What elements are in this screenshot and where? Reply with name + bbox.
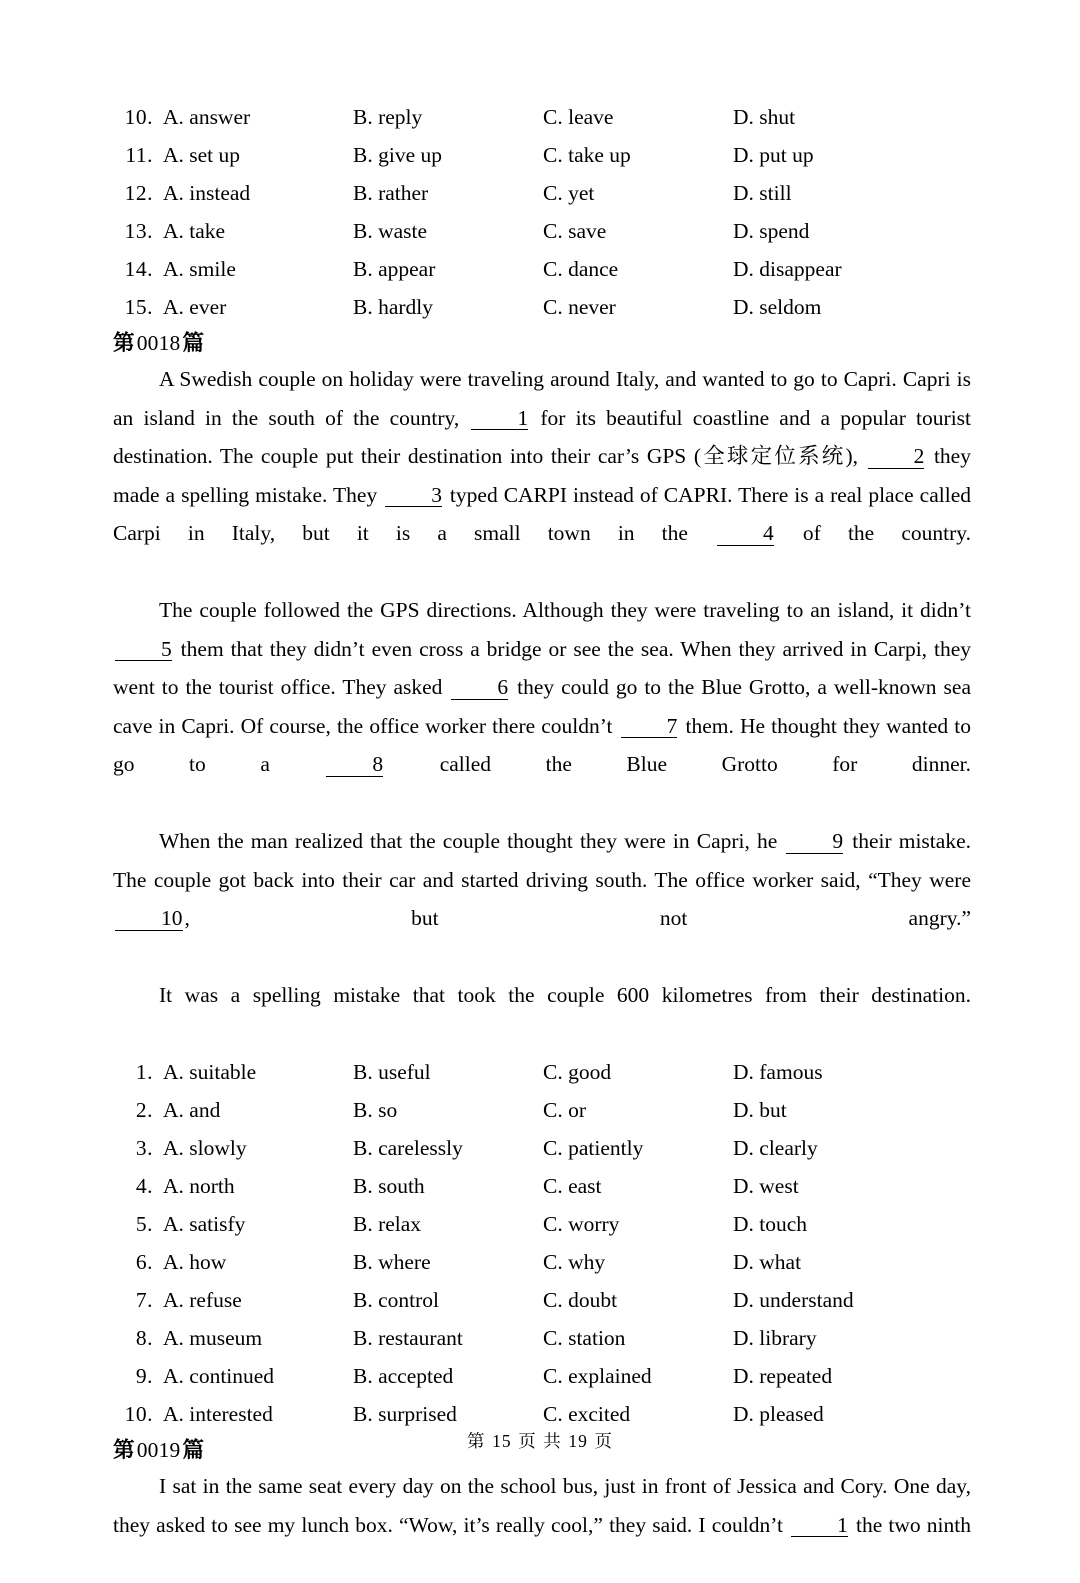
section-heading-suffix: 篇 xyxy=(182,1438,205,1463)
option-choice-a[interactable]: A. north xyxy=(163,1174,235,1198)
option-choice-a[interactable]: A. refuse xyxy=(163,1288,242,1312)
option-choice-a[interactable]: A. suitable xyxy=(163,1060,257,1084)
answer-blank-5[interactable]: 5 xyxy=(115,638,172,662)
answer-blank-2[interactable]: 2 xyxy=(868,445,925,469)
answer-blank-7[interactable]: 7 xyxy=(621,715,678,739)
option-choice-b[interactable]: B. useful xyxy=(353,1060,431,1084)
option-choice-d[interactable]: D. still xyxy=(733,181,792,205)
option-choice-d[interactable]: D. touch xyxy=(733,1212,808,1236)
option-choice-d[interactable]: D. famous xyxy=(733,1060,823,1084)
passage-paragraph: A Swedish couple on holiday were traveling around Italy, and wanted to go to Capri. Capri is an island in the south of the country, 1 for its beautiful coastline and a popular tourist destination. The couple put their destination into their car’s GPS (全球定位系统), 2 they made a spelling mistake. They 3 typed CARPI instead of CAPRI. There is a real place called Carpi in Italy, but it is a small town in the 4 of the country. xyxy=(113,367,972,545)
option-row-number: 3. xyxy=(135,1136,153,1160)
option-row-number: 11. xyxy=(125,143,153,167)
option-row xyxy=(113,1319,971,1357)
option-choice-b[interactable]: B. give up xyxy=(353,143,442,167)
option-choice-d[interactable]: D. disappear xyxy=(733,257,842,281)
passage-paragraph: I sat in the same seat every day on the school bus, just in front of Jessica and Cory. One day, they asked to see my lunch box. “Wow, it’s really cool,” they said. I couldn’t 1 the two ninth xyxy=(113,1474,971,1537)
option-choice-c[interactable]: C. take up xyxy=(543,143,631,167)
option-row xyxy=(113,1205,971,1243)
option-choice-c[interactable]: C. good xyxy=(543,1060,612,1084)
option-row xyxy=(113,136,971,174)
answer-blank-4[interactable]: 4 xyxy=(717,522,774,546)
option-choice-b[interactable]: B. so xyxy=(353,1098,398,1122)
option-row xyxy=(113,1167,971,1205)
option-choice-c[interactable]: C. dance xyxy=(543,257,619,281)
option-choice-d[interactable]: D. seldom xyxy=(733,295,822,319)
option-choice-d[interactable]: D. understand xyxy=(733,1288,854,1312)
option-row xyxy=(113,1053,971,1091)
option-choice-d[interactable]: D. library xyxy=(733,1326,817,1350)
option-choice-b[interactable]: B. relax xyxy=(353,1212,422,1236)
footer-prefix: 第 xyxy=(467,1432,486,1452)
option-row-number: 8. xyxy=(135,1326,153,1350)
option-row-number: 4. xyxy=(135,1174,153,1198)
option-row-number: 12. xyxy=(124,181,153,205)
option-choice-d[interactable]: D. pleased xyxy=(733,1402,824,1426)
option-choice-a[interactable]: A. instead xyxy=(163,181,251,205)
option-choice-c[interactable]: C. save xyxy=(543,219,607,243)
option-row-number: 15. xyxy=(124,295,153,319)
option-row-number: 13. xyxy=(124,219,153,243)
option-row-number: 10. xyxy=(124,105,153,129)
option-row-number: 1. xyxy=(135,1060,153,1084)
option-choice-d[interactable]: D. spend xyxy=(733,219,810,243)
answer-blank-1[interactable]: 1 xyxy=(471,407,528,431)
option-choice-a[interactable]: A. ever xyxy=(163,295,227,319)
option-choice-b[interactable]: B. control xyxy=(353,1288,439,1312)
answer-blank-8[interactable]: 8 xyxy=(326,753,383,777)
option-choice-c[interactable]: C. explained xyxy=(543,1364,652,1388)
option-row-number: 9. xyxy=(135,1364,153,1388)
option-choice-a[interactable]: A. museum xyxy=(163,1326,263,1350)
answer-blank-1[interactable]: 1 xyxy=(791,1514,848,1538)
option-row xyxy=(113,288,971,326)
option-row xyxy=(113,1243,971,1281)
option-choice-b[interactable]: B. accepted xyxy=(353,1364,454,1388)
answer-blank-6[interactable]: 6 xyxy=(451,676,508,700)
option-choice-c[interactable]: C. never xyxy=(543,295,616,319)
option-row-number: 5. xyxy=(135,1212,153,1236)
footer-page-number: 15 xyxy=(492,1431,512,1451)
option-choice-c[interactable]: C. worry xyxy=(543,1212,620,1236)
passage-0018-options xyxy=(113,1053,971,1433)
option-row xyxy=(113,174,971,212)
option-choice-a[interactable]: A. continued xyxy=(163,1364,275,1388)
option-choice-b[interactable]: B. appear xyxy=(353,257,436,281)
option-choice-c[interactable]: C. east xyxy=(543,1174,602,1198)
option-choice-c[interactable]: C. yet xyxy=(543,181,595,205)
option-choice-a[interactable]: A. smile xyxy=(163,257,236,281)
option-choice-b[interactable]: B. surprised xyxy=(353,1402,457,1426)
footer-suffix: 页 xyxy=(594,1432,613,1452)
answer-blank-3[interactable]: 3 xyxy=(385,484,442,508)
option-choice-d[interactable]: D. but xyxy=(733,1098,787,1122)
option-row-number: 6. xyxy=(135,1250,153,1274)
option-choice-d[interactable]: D. west xyxy=(733,1174,799,1198)
top-options-list xyxy=(113,98,971,326)
section-heading-0018 xyxy=(113,326,971,360)
section-heading-number: 0018 xyxy=(136,331,181,355)
option-choice-b[interactable]: B. south xyxy=(353,1174,425,1198)
passage-paragraph: The couple followed the GPS directions. Although they were traveling to an island, it didn’t 5 them that they didn’t even cross a bridge or see the sea. When they arrived in Carpi, they went to the tourist office. They asked 6 they could go to the Blue Grotto, a well-known sea cave in Capri. Of course, the office worker there couldn’t 7 them. He thought they wanted to go to a 8 called the Blue Grotto for dinner. xyxy=(113,598,971,776)
option-choice-a[interactable]: A. interested xyxy=(163,1402,273,1426)
option-choice-c[interactable]: C. doubt xyxy=(543,1288,618,1312)
option-choice-d[interactable]: D. shut xyxy=(733,105,796,129)
option-choice-a[interactable]: A. slowly xyxy=(163,1136,247,1160)
option-choice-b[interactable]: B. rather xyxy=(353,181,429,205)
option-choice-d[interactable]: D. clearly xyxy=(733,1136,818,1160)
option-choice-c[interactable]: C. leave xyxy=(543,105,614,129)
option-choice-b[interactable]: B. where xyxy=(353,1250,431,1274)
option-choice-a[interactable]: A. set up xyxy=(163,143,241,167)
passage-0019-body xyxy=(113,1467,971,1583)
option-row xyxy=(113,1357,971,1395)
option-choice-c[interactable]: C. excited xyxy=(543,1402,631,1426)
option-choice-c[interactable]: C. station xyxy=(543,1326,626,1350)
option-row xyxy=(113,250,971,288)
option-choice-d[interactable]: D. what xyxy=(733,1250,802,1274)
option-choice-a[interactable]: A. answer xyxy=(163,105,251,129)
page-footer xyxy=(0,1428,1080,1453)
option-choice-b[interactable]: B. carelessly xyxy=(353,1136,463,1160)
option-choice-b[interactable]: B. waste xyxy=(353,219,428,243)
option-choice-d[interactable]: D. put up xyxy=(733,143,814,167)
option-choice-a[interactable]: A. how xyxy=(163,1250,227,1274)
option-choice-c[interactable]: C. patiently xyxy=(543,1136,644,1160)
option-row-number: 7. xyxy=(135,1288,153,1312)
option-choice-b[interactable]: B. hardly xyxy=(353,295,434,319)
option-row-number: 2. xyxy=(135,1098,153,1122)
option-choice-a[interactable]: A. satisfy xyxy=(163,1212,246,1236)
section-heading-prefix: 第 xyxy=(113,331,135,356)
option-choice-c[interactable]: C. or xyxy=(543,1098,586,1122)
option-row-number: 10. xyxy=(124,1402,153,1426)
option-row xyxy=(113,98,971,136)
option-row-number: 14. xyxy=(124,257,153,281)
option-choice-b[interactable]: B. restaurant xyxy=(353,1326,463,1350)
passage-0018-body xyxy=(113,360,971,1053)
passage-paragraph: When the man realized that the couple thought they were in Capri, he 9 their mistake. The couple got back into their car and started driving south. The office worker said, “They were 10, but not angry.” xyxy=(113,829,971,930)
footer-total-pages: 19 xyxy=(568,1431,588,1451)
option-choice-a[interactable]: A. and xyxy=(163,1098,221,1122)
page-content xyxy=(113,98,971,1583)
option-choice-b[interactable]: B. reply xyxy=(353,105,423,129)
option-choice-c[interactable]: C. why xyxy=(543,1250,606,1274)
section-heading-suffix: 篇 xyxy=(182,331,205,356)
answer-blank-9[interactable]: 9 xyxy=(786,830,843,854)
option-row xyxy=(113,212,971,250)
option-choice-a[interactable]: A. take xyxy=(163,219,226,243)
option-choice-d[interactable]: D. repeated xyxy=(733,1364,833,1388)
option-row xyxy=(113,1091,971,1129)
footer-middle: 页 共 xyxy=(518,1432,562,1452)
option-row xyxy=(113,1129,971,1167)
answer-blank-10[interactable]: 10 xyxy=(115,907,183,931)
section-heading-number: 0019 xyxy=(136,1438,181,1462)
option-row xyxy=(113,1281,971,1319)
passage-paragraph: It was a spelling mistake that took the couple 600 kilometres from their destination. xyxy=(159,983,971,1007)
section-heading-prefix: 第 xyxy=(113,1438,135,1463)
